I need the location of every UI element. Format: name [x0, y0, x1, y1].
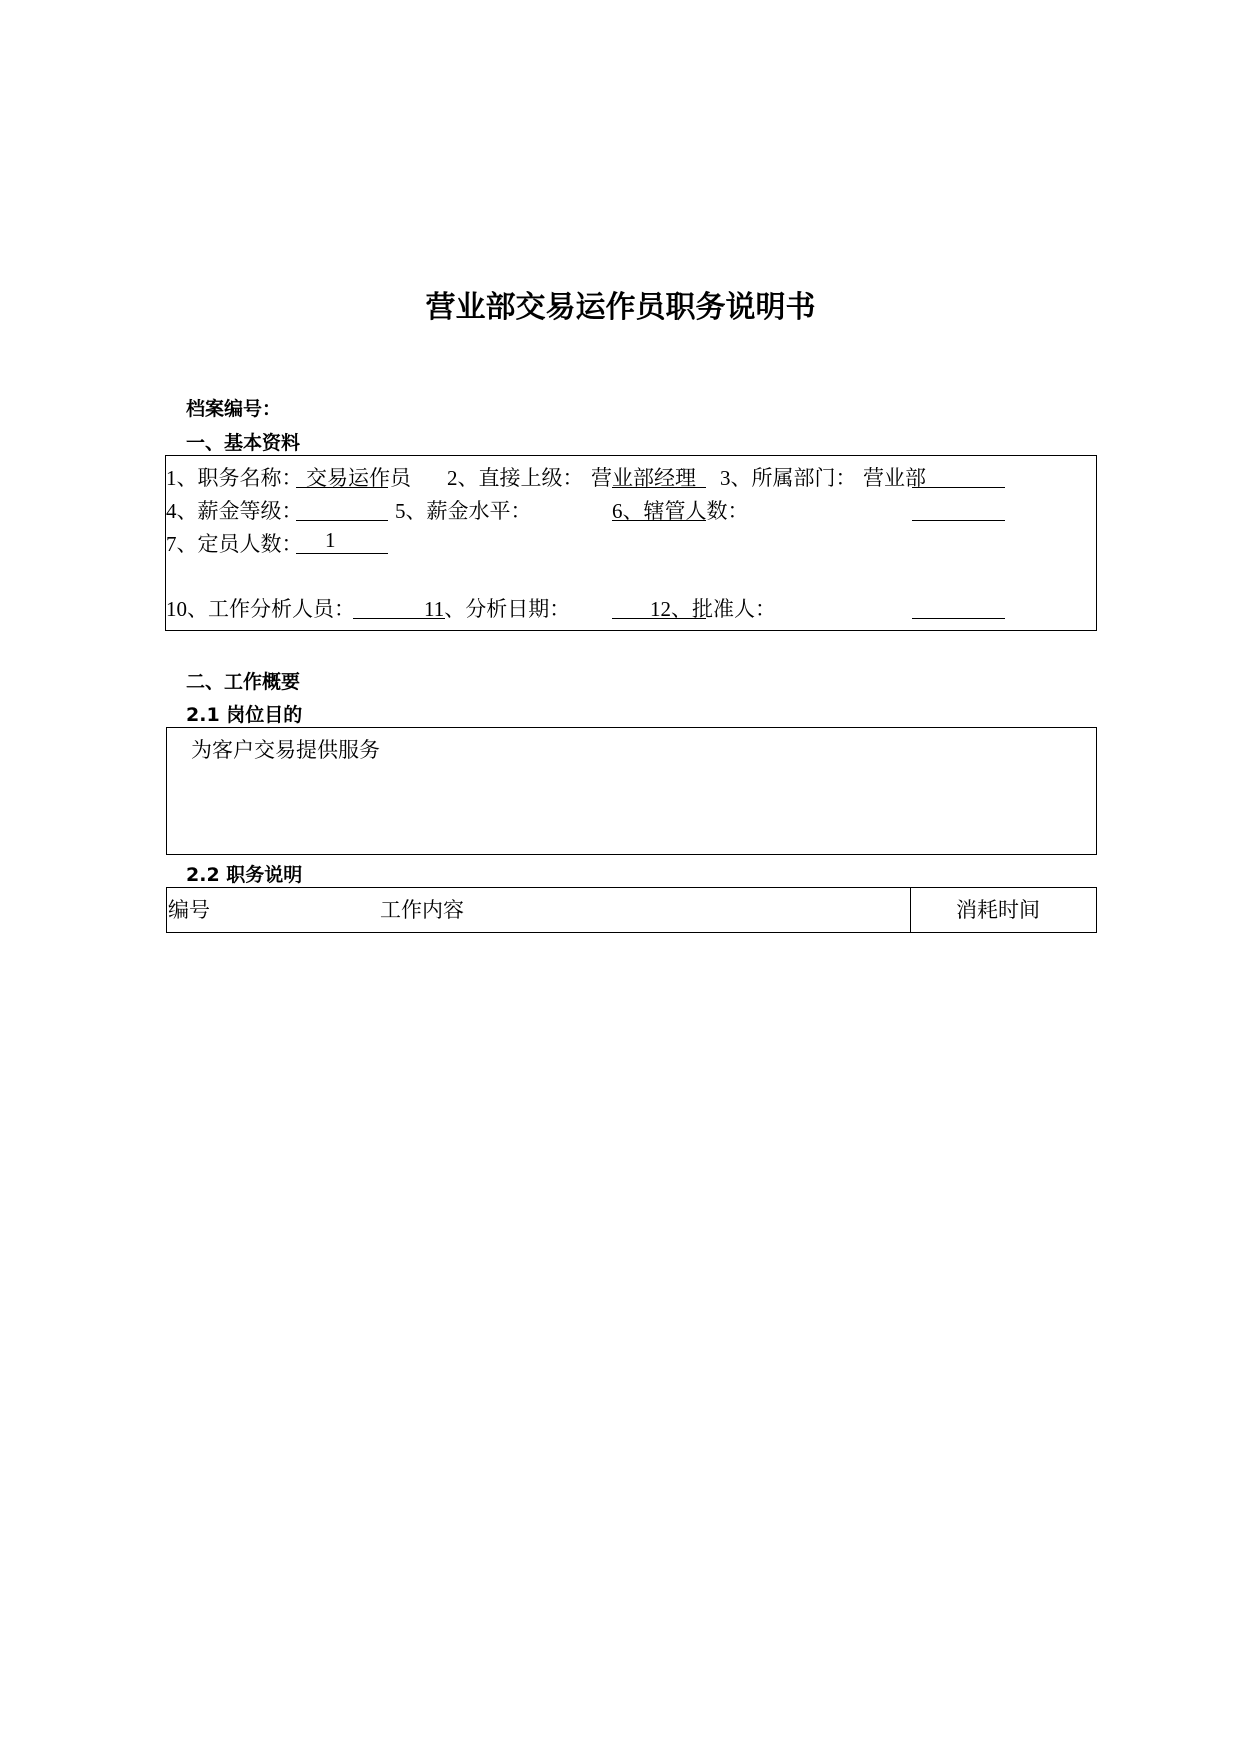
headcount-value: 1	[325, 528, 336, 552]
subordinates-label: 6、辖管人数：	[612, 499, 749, 523]
department-underline	[912, 487, 1005, 488]
headcount-underline	[296, 553, 388, 554]
headcount-label: 7、定员人数：	[166, 532, 303, 556]
salary-grade-label: 4、薪金等级：	[166, 499, 303, 523]
job-name-label: 1、职务名称：	[166, 466, 303, 490]
purpose-text: 为客户交易提供服务	[191, 738, 380, 762]
duties-heading: 2.2 职务说明	[186, 864, 303, 886]
department-value: 营业部	[863, 466, 926, 490]
subordinates-underline	[612, 520, 706, 521]
supervisor-value: 营业部经理	[591, 466, 696, 490]
job-name-underline	[296, 487, 388, 488]
salary-level-label: 5、薪金水平：	[395, 499, 532, 523]
department-label: 3、所属部门：	[720, 466, 857, 490]
page-title: 营业部交易运作员职务说明书	[425, 290, 816, 325]
archive-number-label: 档案编号：	[186, 398, 282, 420]
analysis-date-label: 11、分析日期：	[424, 597, 571, 621]
analyst-label: 10、工作分析人员：	[166, 597, 355, 621]
supervisor-underline	[612, 487, 706, 488]
duties-column-divider	[910, 887, 911, 933]
approver-field	[912, 618, 1005, 619]
salary-grade-field	[296, 520, 388, 521]
job-name-value: 交易运作员	[306, 466, 411, 490]
duties-col-number: 编号	[168, 898, 210, 922]
duties-col-time: 消耗时间	[956, 898, 1040, 922]
subordinates-field	[912, 520, 1005, 521]
approver-label: 12、批准人：	[650, 597, 776, 621]
supervisor-label: 2、直接上级：	[447, 466, 584, 490]
duties-col-content: 工作内容	[380, 898, 464, 922]
purpose-heading: 2.1 岗位目的	[186, 704, 303, 726]
section1-heading: 一、基本资料	[186, 432, 301, 454]
section2-heading: 二、工作概要	[186, 671, 301, 693]
